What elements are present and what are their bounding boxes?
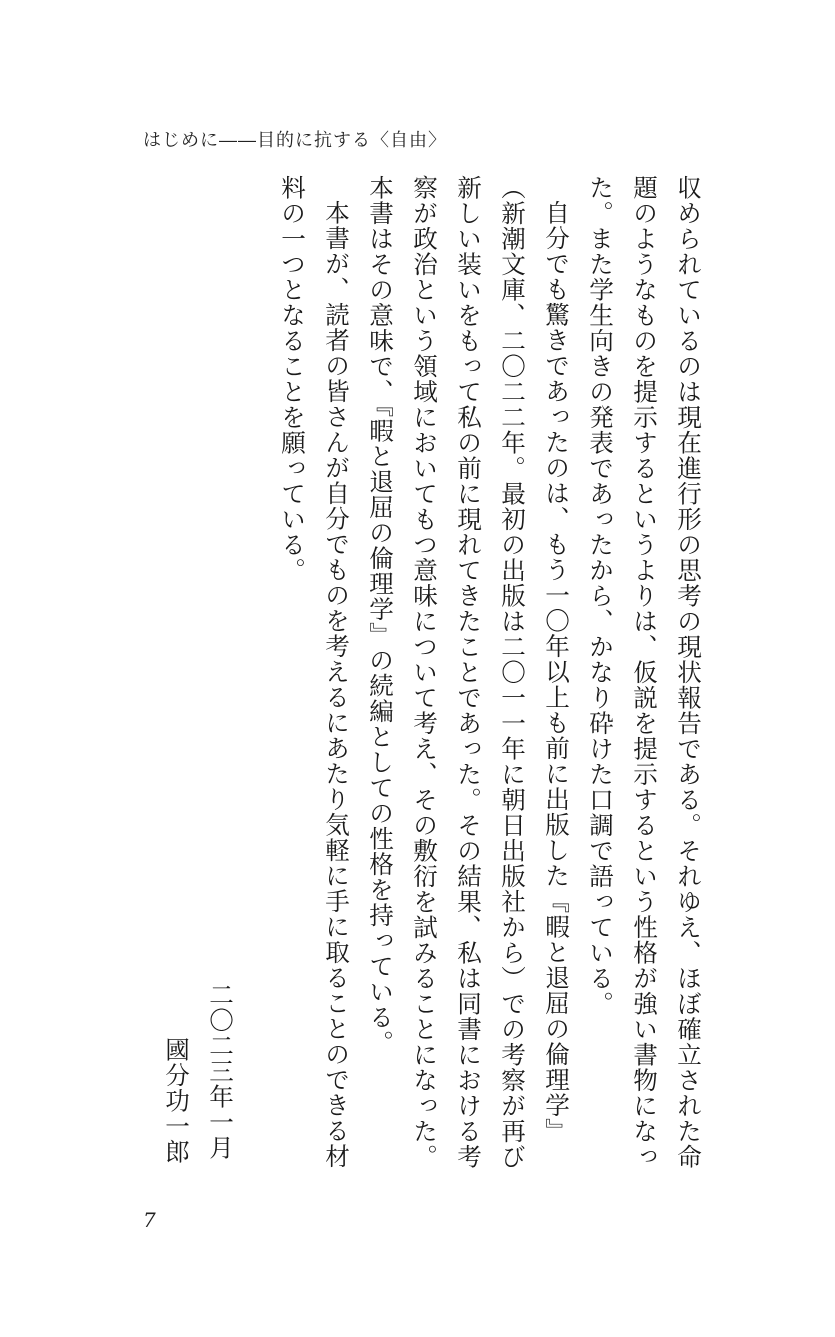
signature-block xyxy=(146,982,242,1182)
signature-date: 二〇二三年一月 xyxy=(206,982,235,1161)
body-text xyxy=(278,175,710,1175)
running-header: はじめに――目的に抗する〈自由〉 xyxy=(143,130,447,151)
paragraph-3: 本書が、読者の皆さんが自分でものを考えるにあたり気軽に手に取ることのできる材料の一つとなることを願っている。 xyxy=(278,175,351,1169)
page-number: 7 xyxy=(143,1208,156,1232)
paragraph-1: 収められているのは現在進行形の思考の現状報告である。それゆえ、ほぼ確立された命題のようなものを提示するというよりは、仮説を提示するという性格が強い書物になった。また学生向きの発表であったから、かなり砕けた口調で語っている。 xyxy=(586,175,703,1170)
paragraph-2: 自分でも驚きであったのは、もう一〇年以上も前に出版した『暇と退屈の倫理学』（新潮文庫、二〇二二年。最初の出版は二〇一一年に朝日出版社から）での考察が再び新しい装いをもって私の前に現れてきたことであった。その結果、私は同書における考察が政治という領域においてもつ意味について考え、その敷衍を試みることになった。本書はその意味で、『暇と退屈の倫理学』の続編としての性格を持っている。 xyxy=(366,175,571,1170)
signature-author: 國分功一郎 xyxy=(162,1037,191,1165)
